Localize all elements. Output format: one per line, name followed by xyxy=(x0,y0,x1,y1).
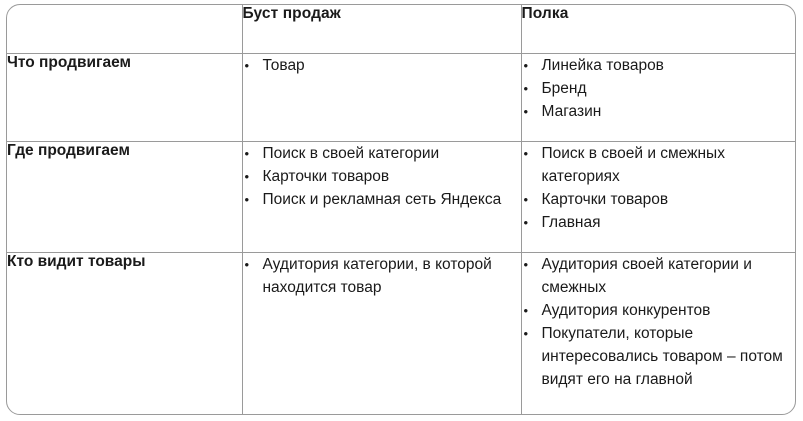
header-sales-boost: Буст продаж xyxy=(242,5,521,53)
boost-list xyxy=(243,142,521,211)
boost-cell xyxy=(242,141,521,252)
shelf-list xyxy=(522,54,796,123)
list-item: • Аудитория конкурентов xyxy=(522,299,796,322)
boost-list xyxy=(243,253,521,299)
comparison-grid xyxy=(7,5,795,414)
list-item: • Поиск в своей категории xyxy=(243,142,521,165)
comparison-table xyxy=(6,4,796,415)
boost-cell xyxy=(242,252,521,414)
boost-cell xyxy=(242,53,521,141)
row-label-what: Что продвигаем xyxy=(7,53,242,141)
list-item: • Поиск и рекламная сеть Яндекса xyxy=(243,188,521,211)
header-empty-cell xyxy=(7,5,242,53)
list-item: • Покупатели, которые интересовались товаром – потом видят его на главной xyxy=(522,322,796,391)
list-item: • Главная xyxy=(522,211,796,234)
boost-list xyxy=(243,54,521,77)
table-header-row xyxy=(7,5,795,53)
shelf-cell xyxy=(521,141,795,252)
shelf-list xyxy=(522,253,796,391)
list-item: • Карточки товаров xyxy=(522,188,796,211)
list-item: • Карточки товаров xyxy=(243,165,521,188)
list-item: • Магазин xyxy=(522,100,796,123)
shelf-cell xyxy=(521,53,795,141)
shelf-cell xyxy=(521,252,795,414)
list-item: • Бренд xyxy=(522,77,796,100)
list-item: • Товар xyxy=(243,54,521,77)
list-item: • Поиск в своей и смежных категориях xyxy=(522,142,796,188)
row-label-who: Кто видит товары xyxy=(7,252,242,414)
table-row xyxy=(7,141,795,252)
table-row xyxy=(7,252,795,414)
shelf-list xyxy=(522,142,796,234)
list-item: • Линейка товаров xyxy=(522,54,796,77)
list-item: • Аудитория категории, в которой находится товар xyxy=(243,253,521,299)
list-item: • Аудитория своей категории и смежных xyxy=(522,253,796,299)
table-row xyxy=(7,53,795,141)
row-label-where: Где продвигаем xyxy=(7,141,242,252)
header-shelf: Полка xyxy=(521,5,795,53)
